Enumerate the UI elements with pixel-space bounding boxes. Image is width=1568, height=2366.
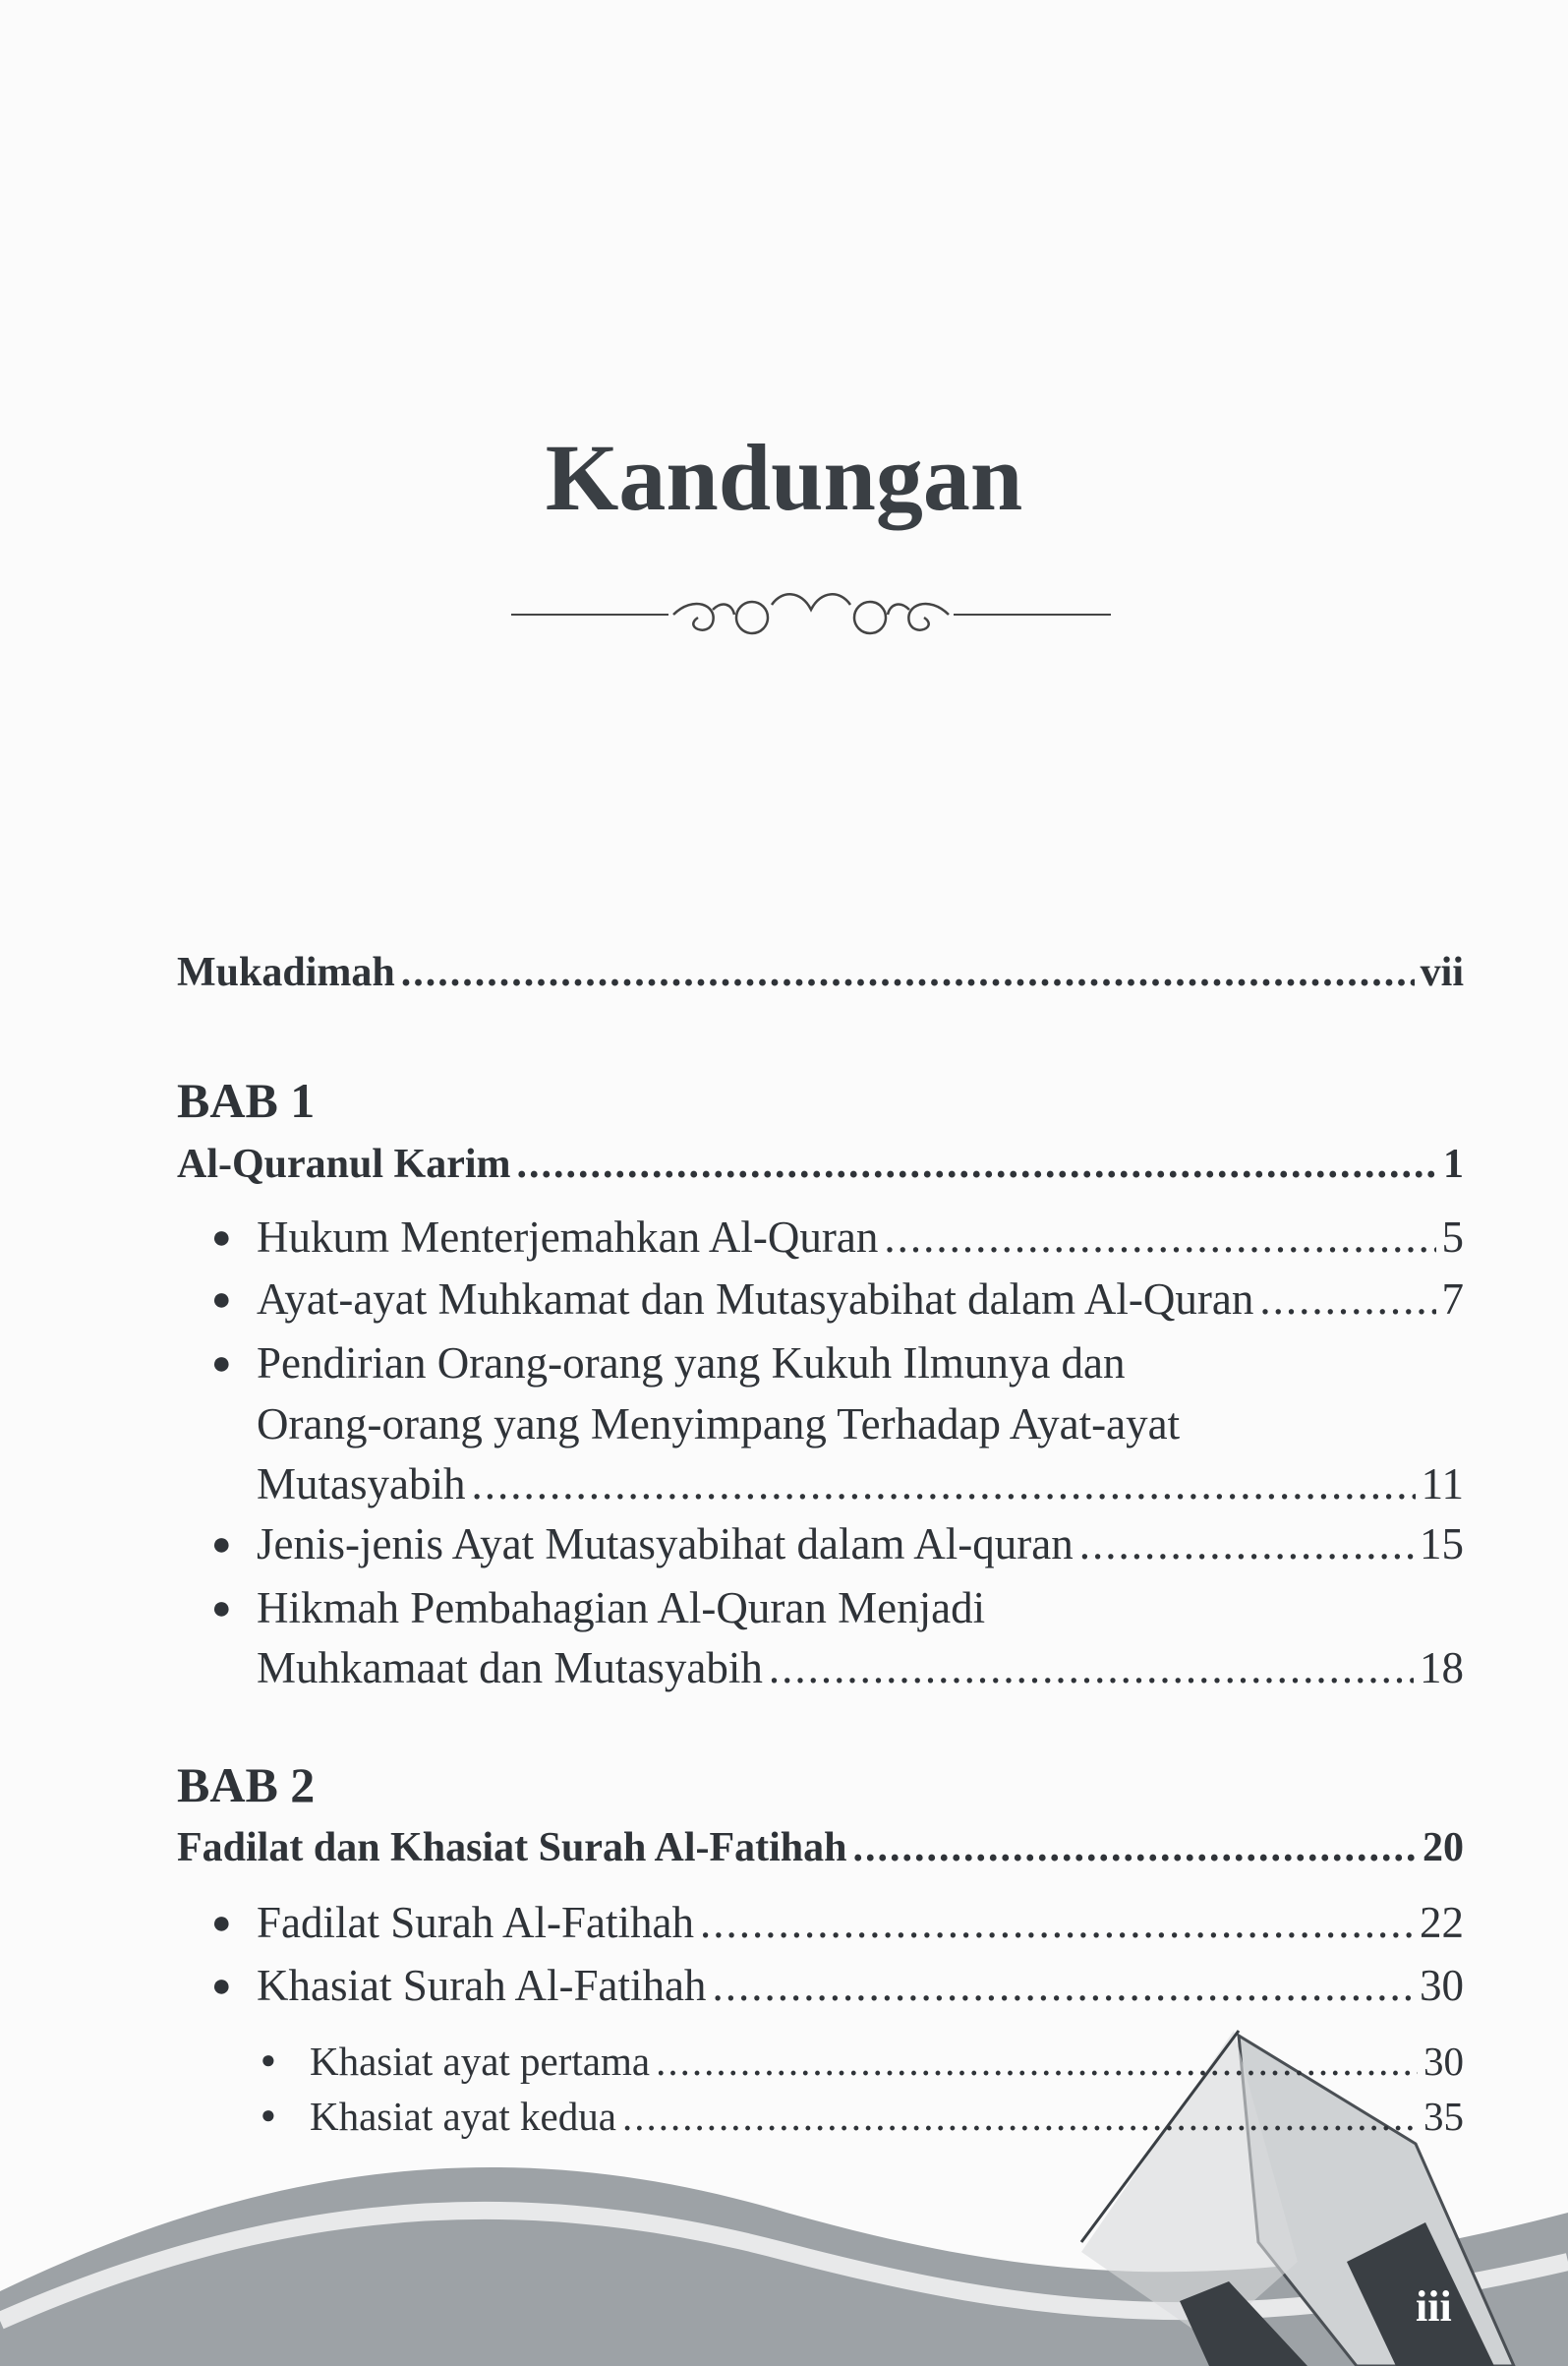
- entry-label: Mukadimah: [177, 950, 395, 995]
- entry-page: 7: [1441, 1274, 1464, 1324]
- entry-label: Mutasyabih: [257, 1459, 466, 1508]
- entry-label: Khasiat ayat kedua: [310, 2094, 616, 2139]
- toc-entry-mukadimah[interactable]: [177, 949, 1464, 996]
- bullet-icon: ●: [211, 1219, 232, 1256]
- bullet-icon: ●: [211, 1281, 232, 1318]
- entry-label: Muhkamaat dan Mutasyabih: [257, 1643, 763, 1692]
- dot-leader: [401, 949, 1415, 996]
- entry-label-line[interactable]: Hikmah Pembahagian Al-Quran Menjadi: [257, 1583, 986, 1632]
- entry-page: 35: [1423, 2094, 1464, 2139]
- ornament-divider-icon: [511, 580, 1111, 649]
- toc-entry-chapter-heading[interactable]: [177, 1141, 1464, 1188]
- page-number: iii: [1416, 2282, 1452, 2331]
- entry-label-line[interactable]: Pendirian Orang-orang yang Kukuh Ilmunya dan: [257, 1338, 1126, 1388]
- dot-leader: [656, 2038, 1418, 2085]
- dot-leader: [700, 1897, 1414, 1948]
- entry-label: Jenis-jenis Ayat Mutasyabihat dalam Al-quran: [257, 1519, 1074, 1568]
- entry-page: 5: [1441, 1213, 1464, 1262]
- entry-page: 20: [1423, 1825, 1464, 1870]
- chapter-label: BAB 2: [177, 1757, 316, 1812]
- toc-entry[interactable]: [257, 1212, 1464, 1263]
- entry-label: Fadilat Surah Al-Fatihah: [257, 1898, 694, 1947]
- toc-entry[interactable]: [257, 1897, 1464, 1948]
- bullet-icon: ●: [211, 1905, 232, 1941]
- bullet-icon: ●: [211, 1968, 232, 2004]
- entry-label: Khasiat Surah Al-Fatihah: [257, 1961, 707, 2010]
- bullet-icon: ●: [261, 2100, 276, 2129]
- entry-label: Khasiat ayat pertama: [310, 2039, 651, 2084]
- dot-leader: [853, 1824, 1418, 1871]
- entry-page: 18: [1420, 1643, 1464, 1692]
- bullet-icon: ●: [211, 1590, 232, 1627]
- dot-leader: [1079, 1518, 1414, 1569]
- entry-label: Ayat-ayat Muhkamat dan Mutasyabihat dalam Al-Quran: [257, 1274, 1254, 1324]
- dot-leader: [712, 1960, 1414, 2011]
- entry-page: 22: [1420, 1898, 1464, 1947]
- dot-leader: [622, 2093, 1418, 2140]
- bullet-icon: ●: [211, 1345, 232, 1382]
- dot-leader: [1259, 1273, 1435, 1325]
- page-title: Kandungan: [545, 425, 1023, 530]
- dot-leader: [884, 1212, 1435, 1263]
- toc-entry[interactable]: [257, 1458, 1464, 1509]
- chapter-label: BAB 1: [177, 1073, 316, 1128]
- toc-subentry[interactable]: [310, 2038, 1464, 2085]
- dot-leader: [471, 1458, 1415, 1509]
- entry-label: Fadilat dan Khasiat Surah Al-Fatihah: [177, 1825, 847, 1870]
- toc-entry[interactable]: [257, 1642, 1464, 1693]
- entry-page: 11: [1421, 1459, 1464, 1508]
- toc-entry-chapter-heading[interactable]: [177, 1824, 1464, 1871]
- entry-page: vii: [1420, 950, 1464, 995]
- dot-leader: [517, 1141, 1437, 1188]
- bullet-icon: ●: [261, 2045, 276, 2074]
- entry-page: 15: [1420, 1519, 1464, 1568]
- toc-entry[interactable]: [257, 1960, 1464, 2011]
- dot-leader: [769, 1642, 1414, 1693]
- entry-label: Al-Quranul Karim: [177, 1142, 511, 1187]
- toc-entry[interactable]: [257, 1518, 1464, 1569]
- entry-page: 30: [1420, 1961, 1464, 2010]
- entry-label-line[interactable]: Orang-orang yang Menyimpang Terhadap Ayat-ayat: [257, 1399, 1181, 1449]
- entry-page: 1: [1443, 1142, 1464, 1187]
- entry-page: 30: [1423, 2039, 1464, 2084]
- toc-entry[interactable]: [257, 1273, 1464, 1325]
- entry-label: Hukum Menterjemahkan Al-Quran: [257, 1213, 879, 1262]
- bullet-icon: ●: [211, 1526, 232, 1563]
- toc-subentry[interactable]: [310, 2093, 1464, 2140]
